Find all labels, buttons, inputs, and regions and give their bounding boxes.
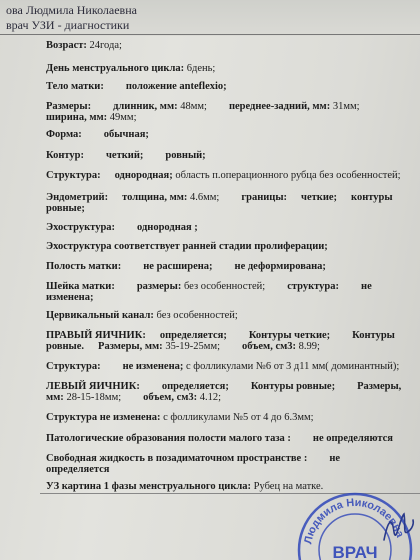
signature-scribble — [380, 510, 416, 550]
pathology-line: Патологические образования полости малого таза : не определяются — [46, 433, 393, 444]
uterine-cavity-line: Полость матки: не расширена; не деформирована; — [46, 261, 326, 272]
right-ovary-sizes-line: ровные. Размеры, мм: 35-19-25мм; объем, см3: 8.99; — [46, 341, 320, 352]
cervix-line: Шейка матки: размеры: без особенностей; структура: не — [46, 281, 372, 292]
stamp-center-text: ВРАЧ — [332, 543, 378, 560]
cervix-structure-line: изменена; — [46, 292, 94, 303]
conclusion-line: УЗ картина 1 фазы менструального цикла: Рубец на матке. — [46, 481, 324, 492]
endometrium-line: Эндометрий: толщина, мм: 4.6мм; границы: четкие; контуры — [46, 192, 393, 203]
free-fluid-line: Свободная жидкость в позадиматочном пространстве : не — [46, 453, 341, 464]
right-ovary-line: ПРАВЫЙ ЯИЧНИК: определяется; Контуры четкие; Контуры — [46, 330, 395, 341]
age-line: Возраст: 24года; — [46, 40, 122, 51]
stamp-ring-text: Людмила Николаевна — [302, 496, 406, 546]
left-ovary-structure-line: Структура не изменена: с фолликулами №5 от 4 до 6.3мм; — [46, 412, 314, 423]
cervical-canal-line: Цервикальный канал: без особенностей; — [46, 310, 238, 321]
free-fluid-value-line: определяется — [46, 464, 110, 475]
right-ovary-structure-line: Структура: не изменена; с фолликулами №6 от 3 д11 мм( доминантный); — [46, 361, 400, 372]
doctor-name: ова Людмила Николаевна — [6, 3, 137, 17]
header-divider — [0, 34, 420, 35]
doctor-role: врач УЗИ - диагностики — [6, 18, 130, 32]
cycle-day-line: День менструального цикла: 6день; — [46, 63, 216, 74]
left-ovary-line: ЛЕВЫЙ ЯИЧНИК: определяется; Контуры ровные; Размеры, — [46, 381, 402, 392]
sizes-width-line: ширина, мм: 49мм; — [46, 112, 137, 123]
structure-line: Структура: однородная; область п.операционного рубца без особенностей; — [46, 170, 401, 181]
sizes-line: Размеры: длинник, мм: 48мм; переднее-задний, мм: 31мм; — [46, 101, 360, 112]
uterus-body-line: Тело матки: положение anteflexio; — [46, 81, 227, 92]
signature — [380, 510, 416, 555]
contour-line: Контур: четкий; ровный; — [46, 150, 206, 161]
echostructure-line: Эхоструктура: однородная ; — [46, 222, 198, 233]
echostructure-phase-line: Эхоструктура соответствует ранней стадии пролиферации; — [46, 241, 328, 252]
left-ovary-sizes-line: мм: 28-15-18мм; объем, см3: 4.12; — [46, 392, 222, 403]
shape-line: Форма: обычная; — [46, 129, 149, 140]
endometrium-contours-line: ровные; — [46, 203, 85, 214]
